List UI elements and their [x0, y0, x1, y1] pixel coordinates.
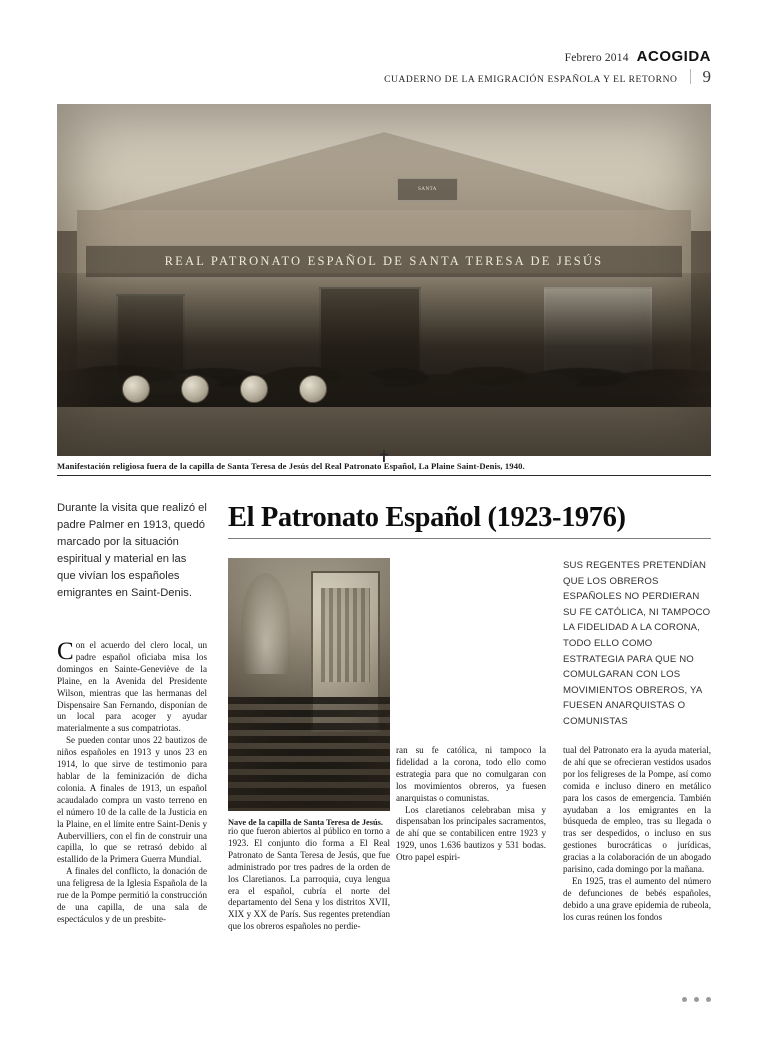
pull-quote: SUS REGENTES PRETENDÍAN QUE LOS OBREROS ESPAÑOLES NO PERDIERAN SU FE CATÓLICA, NI TAMPOCO LA FIDELIDAD A LA CORONA, TODO ELLO COMO ESTRATEGIA PARA QUE NO COMULGARAN CON LOS MOVIMIENTOS OBREROS, YA FUESEN ANARQUISTAS O COMUNISTAS [563, 560, 711, 727]
header-bottom-line [241, 67, 711, 87]
page-number: 9 [702, 67, 711, 86]
article-headline: El Patronato Español (1923-1976) [228, 502, 626, 533]
paragraph: ran su fe católica, ni tampoco la fidelidad a la corona, todo ello como estrategia para que no comulgaran con los movimientos obreros, ya fuesen anarquistas o comunistas. [396, 745, 546, 803]
dot-icon [682, 997, 687, 1002]
header-top-line [241, 48, 711, 65]
headline-divider [228, 538, 711, 539]
cross-icon: ✝ [377, 449, 391, 466]
crowd-of-people [57, 273, 711, 407]
drum-icon [299, 375, 327, 403]
body-column-4 [563, 745, 711, 924]
header-divider [690, 69, 691, 84]
paragraph: Se pueden contar unos 22 bautizos de niños españoles en 1913 y unos 23 en 1914, lo que sirve de testimonio para hablar de la feminización de dicha colonia. A finales de 1913, un español acaudalado compra un vasto terreno en el número 10 de la calle de la Justicia en la Plaine, en el límite entre Saint-Denis y Aubervilliers, con el fin de construir una capilla, lo que se retrasó debido al estallido de la Primera Guerra Mundial. [57, 735, 207, 865]
caption-divider [57, 475, 711, 476]
altar-detail [321, 588, 370, 682]
inner-photo-caption: Nave de la capilla de Santa Teresa de Jesús. [228, 818, 384, 827]
magazine-title: ACOGIDA [636, 48, 711, 65]
end-of-page-dots [682, 997, 711, 1002]
drop-cap: C [57, 638, 74, 665]
nave-arch [241, 573, 290, 674]
paragraph: rio que fueron abiertos al público en torno a 1923. El conjunto dio forma a El Real Patronato de Santa Teresa de Jesús, que fue administrado por tres padres de la orden de los Claretianos. La parroquia, cuya lengua era el español, cubría el norte del departamento del Sena y los distritos XVII, XIX y XX de París. Sus regentes pretendían que los obreros españoles no perdie- [228, 826, 390, 932]
body-column-1 [57, 640, 207, 926]
issue-date: Febrero 2014 [564, 52, 629, 64]
paragraph [57, 640, 207, 735]
paragraph: Los claretianos celebraban misa y dispensaban los principales sacramentos, de ahí que se contabilicen entre 1923 y 1929, unos 1.636 bautizos y 531 bodas. Otro papel espiri- [396, 804, 546, 863]
paragraph: A finales del conflicto, la donación de una feligresa de la Iglesia Española de la rue de la Pompe permitió la construcción de una capilla, de una sala de espectáculos y de un presbite- [57, 866, 207, 924]
magazine-subtitle: CUADERNO DE LA EMIGRACIÓN ESPAÑOLA Y EL RETORNO [384, 75, 678, 85]
chapel-banner-text: REAL PATRONATO ESPAÑOL DE SANTA TERESA DE JESÚS [86, 245, 681, 279]
paragraph: tual del Patronato era la ayuda material, de ahí que se ofrecieran vestidos usados por los feligreses de la Pompe, así como comida e incluso dinero en metálico para los casos de emergencia. También ayudaban a los emigrantes en la búsqueda de empleo, tras su llegada o tras ser despedidos, o incluso en sus gestiones burocráticas o jurídicas, gracias a la colaboración de un abogado parisino, cada domingo por la mañana. [563, 745, 711, 875]
body-column-2 [228, 826, 390, 933]
main-photo-caption: Manifestación religiosa fuera de la capilla de Santa Teresa de Jesús del Real Patronato Español, La Plaine Saint-Denis, 1940. [57, 461, 525, 471]
dot-icon [694, 997, 699, 1002]
body-column-3 [396, 745, 546, 864]
chapel-small-sign: SANTA [397, 178, 458, 201]
lede-paragraph: Durante la visita que realizó el padre Palmer en 1913, quedó marcado por la situación espiritual y material en las que vivían los españoles emigrantes en Saint-Denis. [57, 502, 207, 599]
paragraph-text: on el acuerdo del clero local, un padre español oficiaba misa los domingos en Sainte-Geneviève de la Plaine, en la Avenida del Presidente Wilson, mientras que las hermanas del Dispensaire San Fernando, disponían de un local para acoger y ayudar materialmente a sus compatriotas. [57, 640, 207, 734]
chapel-interior-photograph [228, 558, 390, 811]
dot-icon [706, 997, 711, 1002]
page-header [241, 48, 711, 87]
main-photograph [57, 104, 711, 456]
paragraph: En 1925, tras el aumento del número de defunciones de bebés españoles, debido a una grave epidemia de rubeola, los curas reúnen los fondos [563, 875, 711, 922]
congregation-pews [228, 697, 390, 811]
